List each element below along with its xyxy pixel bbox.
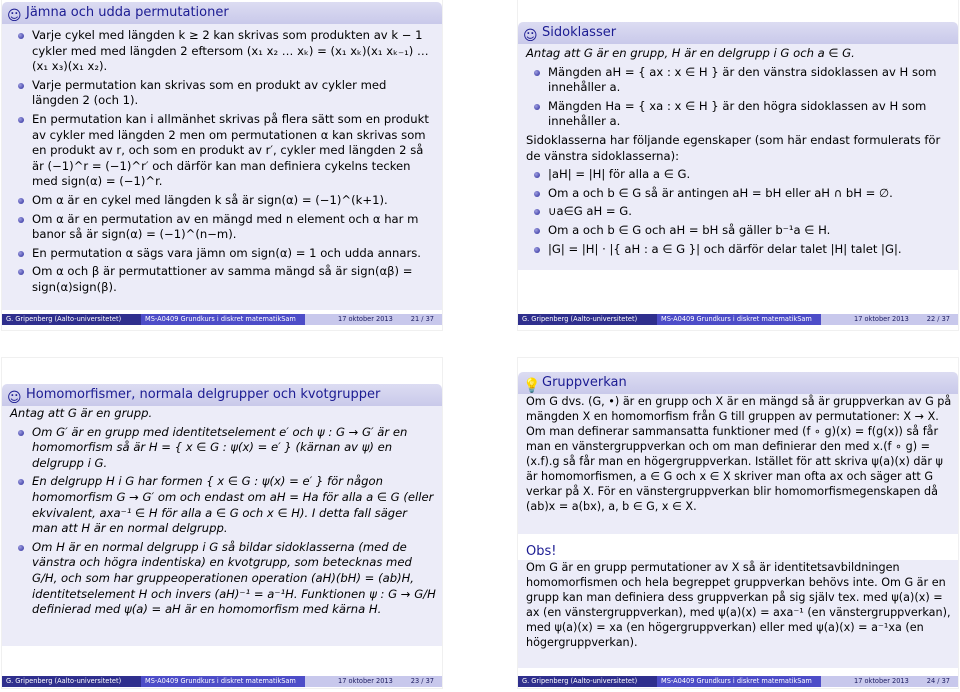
list-item: En permutation α sägs vara jämn om sign(α) = 1 och udda annars. [10,246,436,262]
smiley-icon: ☺ [523,28,538,44]
footer-page: 21 / 37 [410,315,434,323]
footer-page: 22 / 37 [926,315,950,323]
footer-date: 17 oktober 2013 [854,677,909,685]
footer-date-page [821,314,958,325]
footer-author: G. Gripenberg (Aalto-universitetet) [2,314,141,325]
slide-body [526,394,952,517]
slide-title [2,2,442,24]
footer-author: G. Gripenberg (Aalto-universitetet) [2,676,141,687]
footer-page: 24 / 37 [926,677,950,685]
list-item: Om H är en normal delgrupp i G så bildar sidoklasserna (med de vänstra och högra indentiska) en kvotgrupp, som betecknas med G/H, och som har gruppeoperationen operation (aH)(bH) = (ab)H, identitetselement H och invers (aH)⁻¹ = a⁻¹H. Funktionen ψ : G → G/H definierad med ψ(a) = aH är en homomorfism med kärna H. [10,540,436,618]
footer-date-page [821,676,958,687]
footer-page: 23 / 37 [410,677,434,685]
footer-course: MS-A0409 Grundkurs i diskret matematikSam [141,314,305,325]
slide-23 [2,358,442,688]
slide-title [518,372,958,394]
footer-course: MS-A0409 Grundkurs i diskret matematikSam [657,676,821,687]
list-item: Om G′ är en grupp med identitetselement e′ och ψ : G → G′ är en homomorfism så är H = { x ∈ G : ψ(x) = e′ } (kärnan av ψ) en delgrupp i G. [10,425,436,472]
footer-date-page [305,314,442,325]
slide-body [526,46,952,260]
list-item: |aH| = |H| för alla a ∈ G. [526,167,952,183]
mid-text: Sidoklasserna har följande egenskaper (som här endast formulerats för de vänstra sidoklasserna): [526,132,941,163]
list-item: Mängden aH = { ax : x ∈ H } är den vänstra sidoklassen av H som innehåller a. [526,65,952,96]
list-item: Varje permutation kan skrivas som en produkt av cykler med längden 2 (och 1). [10,78,436,109]
slide-body [10,28,436,299]
list-item: Om α är en cykel med längden k så är sign(α) = (−1)^(k+1). [10,193,436,209]
slide-21 [2,0,442,330]
footer-course: MS-A0409 Grundkurs i diskret matematikSam [657,314,821,325]
slide-title-text: Gruppverkan [542,375,627,390]
list-item: Varje cykel med längden k ≥ 2 kan skrivas som produkten av k − 1 cykler med med längden 2 eftersom (x₁ x₂ … xₖ) = (x₁ xₖ)(x₁ xₖ₋₁) … (x₁ x₃)(x₁ x₂). [10,28,436,75]
slide-footer [518,676,958,687]
slide-22 [518,0,958,330]
slide-footer [2,676,442,687]
slide-title-text: Sidoklasser [542,25,617,40]
footer-date: 17 oktober 2013 [338,677,393,685]
obs-body [526,560,952,653]
list-item: Om α och β är permutattioner av samma mängd så är sign(αβ) = sign(α)sign(β). [10,264,436,295]
smiley-icon: ☺ [7,8,22,24]
slide-footer [2,314,442,325]
footer-date-page [305,676,442,687]
paragraph: Om G dvs. (G, •) är en grupp och X är en mängd så är gruppverkan av G på mängden X en homomorfism från G till gruppen av permutationer: X → X. Om man definerar sammansatta funktioner med (f ∘ g)(x) = f(g(x)) så får man en vänstergruppverkan och om man definierar den med x.(f ∘ g) = (x.f).g så får man en högergruppverkan. Istället för att skriva ψ(a)(x) där ψ är homomorfismen, a ∈ G och x ∈ X skriver man ofta ax och säger att G verkar på X. För en vänstergruppverkan blir homomorfismegenskapen då (ab)x = a(bx), a, b ∈ G, x ∈ X. [526,395,952,513]
list-item: En delgrupp H i G har formen { x ∈ G : ψ(x) = e′ } för någon homomorfism G → G′ om och endast om aH = Ha för alla a ∈ G (eller ekvivalent, axa⁻¹ ∈ H för alla a ∈ G och x ∈ H). I detta fall säger man att H är en normal delgrupp. [10,474,436,536]
slide-title-text: Jämna och udda permutationer [26,5,229,20]
list-item: Mängden Ha = { xa : x ∈ H } är den högra sidoklassen av H som innehåller a. [526,99,952,130]
footer-date: 17 oktober 2013 [854,315,909,323]
list-item: Om a och b ∈ G och aH = bH så gäller b⁻¹a ∈ H. [526,223,952,239]
slide-footer [518,314,958,325]
footer-course: MS-A0409 Grundkurs i diskret matematikSam [141,676,305,687]
list-item: Om α är en permutation av en mängd med n element och α har m banor så är sign(α) = (−1)^(n−m). [10,212,436,243]
intro-text: Antag att G är en grupp, H är en delgrupp i G och a ∈ G. [526,46,855,60]
slide-title [2,384,442,406]
slide-24 [518,358,958,688]
obs-text: Om G är en grupp permutationer av X så är identitetsavbildningen homomorfismen och hela begreppet gruppverkan behövs inte. Om G är en grupp kan man definiera dess gruppverkan på sig själv tex. med ψ(a)(x) = ax (en vänstergruppverkan), med ψ(a)(x) = axa⁻¹ (en vänstergruppverkan), med ψ(a)(x) = xa (en högergruppverkan) eller med ψ(a)(x) = a⁻¹xa (en högergruppverkan). [526,561,951,649]
intro-text: Antag att G är en grupp. [10,406,153,420]
footer-date: 17 oktober 2013 [338,315,393,323]
list-item: |G| = |H| · |{ aH : a ∈ G }| och därför delar talet |H| talet |G|. [526,242,952,258]
slide-title [518,22,958,44]
list-item: Om a och b ∈ G så är antingen aH = bH eller aH ∩ bH = ∅. [526,186,952,202]
smiley-icon: ☺ [7,390,22,406]
slide-title-text: Homomorfismer, normala delgrupper och kvotgrupper [26,387,381,402]
list-item: En permutation kan i allmänhet skrivas på flera sätt som en produkt av cykler med längden 2 men om permutationen α kan skrivas som en produkt av r, och som en produkt av r′, cykler med längden 2 så är (−1)^r = (−1)^r′ och därför kan man definiera cykelns tecken med sign(α) = (−1)^r. [10,112,436,190]
lightbulb-icon: 💡 [523,378,541,394]
obs-title: Obs! [526,544,557,559]
footer-author: G. Gripenberg (Aalto-universitetet) [518,314,657,325]
footer-author: G. Gripenberg (Aalto-universitetet) [518,676,657,687]
slide-body [10,406,436,621]
list-item: ∪a∈G aH = G. [526,204,952,220]
